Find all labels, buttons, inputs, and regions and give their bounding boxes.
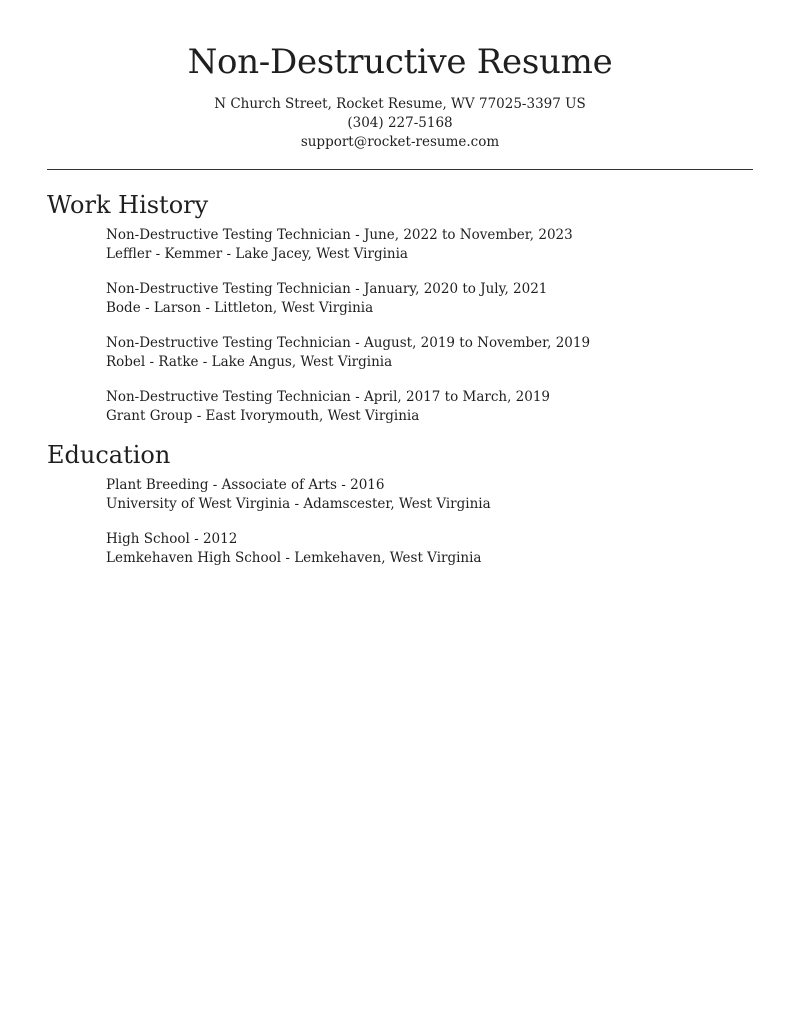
work-entry-title: Non-Destructive Testing Technician - August, 2019 to November, 2019 [106,335,591,351]
work-entry-employer: Grant Group - East Ivorymouth, West Virginia [106,408,420,424]
work-entry [106,226,753,264]
education-entry-school: University of West Virginia - Adamscester, West Virginia [106,496,491,512]
work-history-list [47,226,753,426]
work-entry [106,388,753,426]
work-entry-employer: Leffler - Kemmer - Lake Jacey, West Virginia [106,246,408,262]
phone-number: (304) 227-5168 [347,115,453,131]
address-line: N Church Street, Rocket Resume, WV 77025-3397 US [214,96,586,112]
work-history-heading: Work History [47,191,209,219]
education-list [47,476,753,568]
contact-info [47,95,753,152]
header-divider [47,169,753,170]
candidate-name: Non-Destructive Resume [187,42,613,82]
education-heading: Education [47,441,171,469]
work-entry-title: Non-Destructive Testing Technician - April, 2017 to March, 2019 [106,389,551,405]
work-entry [106,334,753,372]
email-address[interactable]: support@rocket-resume.com [300,134,500,150]
work-entry-employer: Robel - Ratke - Lake Angus, West Virginia [106,354,393,370]
education-entry [106,476,753,514]
work-entry-employer: Bode - Larson - Littleton, West Virginia [106,300,374,316]
education-entry-degree: Plant Breeding - Associate of Arts - 2016 [106,477,385,493]
work-entry-title: Non-Destructive Testing Technician - June, 2022 to November, 2023 [106,227,573,243]
work-entry-title: Non-Destructive Testing Technician - January, 2020 to July, 2021 [106,281,548,297]
education-entry-school: Lemkehaven High School - Lemkehaven, West Virginia [106,550,482,566]
work-entry [106,280,753,318]
education-entry [106,530,753,568]
resume-header [47,0,753,152]
education-entry-degree: High School - 2012 [106,531,238,547]
